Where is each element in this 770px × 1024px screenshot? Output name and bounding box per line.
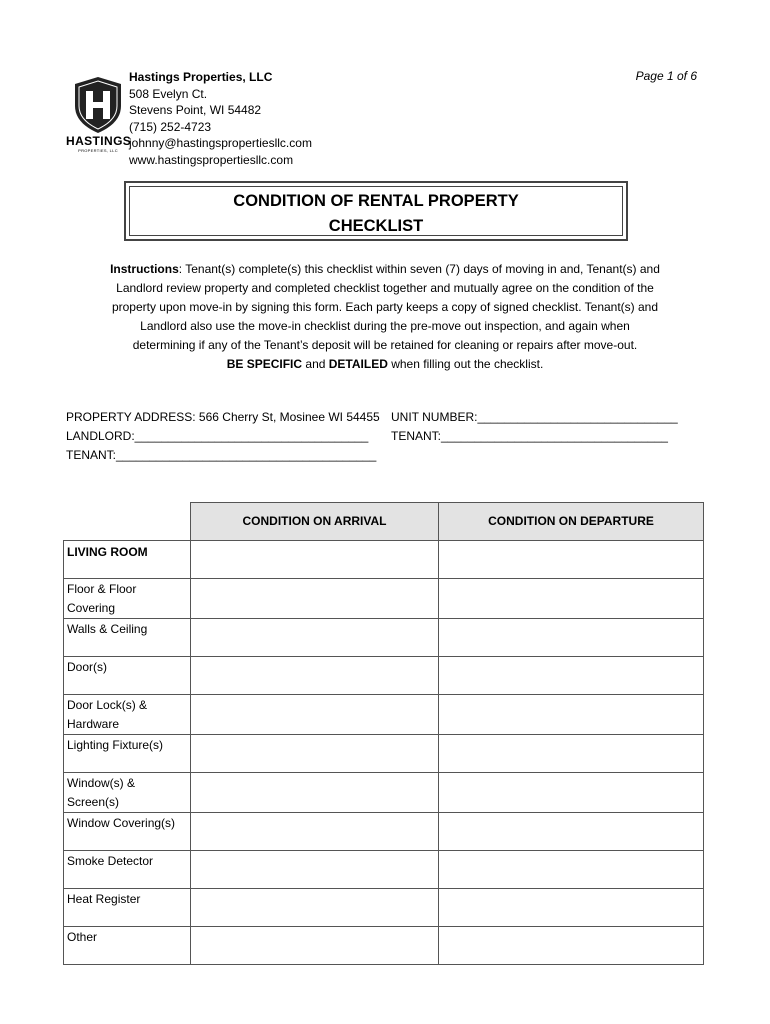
company-phone: (715) 252-4723 [129,119,212,134]
company-info [129,69,312,168]
row-label: Heat Register [64,889,191,927]
page-title: CONDITION OF RENTAL PROPERTY [233,192,519,210]
arrival-cell[interactable] [191,735,439,773]
arrival-cell[interactable] [191,657,439,695]
row-label: Smoke Detector [64,851,191,889]
company-street: 508 Evelyn Ct. [129,86,208,101]
arrival-cell[interactable] [191,889,439,927]
row-label: Floor & Floor Covering [64,579,191,619]
departure-cell[interactable] [439,541,704,579]
arrival-cell[interactable] [191,695,439,735]
row-label: Lighting Fixture(s) [64,735,191,773]
property-address: PROPERTY ADDRESS: 566 Cherry St, Mosinee WI 54455 [66,410,380,424]
row-label: Window Covering(s) [64,813,191,851]
col-header-arrival: CONDITION ON ARRIVAL [191,503,439,541]
unit-number-field[interactable]: UNIT NUMBER:______________________________ [391,410,678,424]
shield-h-icon [66,76,130,134]
arrival-cell[interactable] [191,579,439,619]
company-name: Hastings Properties, LLC [129,70,273,84]
departure-cell[interactable] [439,579,704,619]
condition-checklist-table [63,502,704,965]
arrival-cell[interactable] [191,813,439,851]
company-logo [66,76,130,156]
arrival-cell[interactable] [191,541,439,579]
empty-corner-cell [64,503,191,541]
arrival-cell[interactable] [191,619,439,657]
row-label: Door(s) [64,657,191,695]
departure-cell[interactable] [439,773,704,813]
arrival-cell[interactable] [191,927,439,965]
company-website: www.hastingspropertiesllc.com [129,152,294,167]
tenant-field-right[interactable]: TENANT:__________________________________ [391,429,668,443]
departure-cell[interactable] [439,735,704,773]
section-living-room: LIVING ROOM [64,541,191,579]
row-label: Walls & Ceiling [64,619,191,657]
company-email: johnny@hastingspropertiesllc.com [129,136,312,150]
tenant-field-left[interactable]: TENANT:_______________________________________ [66,448,377,462]
row-label: Window(s) & Screen(s) [64,773,191,813]
instructions-text: : Tenant(s) complete(s) this checklist within seven (7) days of moving in and, Tenant(s) and Landlord review property and completed checklist together and mutually agree on the condition of the property upon move-in by signing this form. Each party keeps a copy of signed checklist. Tenant(s) and Landlord also use the move-in checklist during the pre-move out inspection, and again when determining if any of the Tenant’s deposit will be retained for cleaning or repairs after move-out. [111,262,660,352]
arrival-cell[interactable] [191,773,439,813]
detailed: DETAILED [328,357,388,371]
row-label: Door Lock(s) & Hardware [64,695,191,735]
title-box [124,181,628,241]
instructions-label: Instructions [110,262,179,276]
logo-wordmark: HASTINGS [66,134,132,148]
departure-cell[interactable] [439,619,704,657]
departure-cell[interactable] [439,657,704,695]
departure-cell[interactable] [439,695,704,735]
departure-cell[interactable] [439,851,704,889]
page-number: Page 1 of 6 [635,69,697,83]
landlord-field[interactable]: LANDLORD:___________________________________ [66,429,369,443]
departure-cell[interactable] [439,813,704,851]
instructions [110,260,660,374]
instructions-text-end: when filling out the checklist. [387,357,544,371]
be-specific: BE SPECIFIC [226,357,303,371]
arrival-cell[interactable] [191,851,439,889]
departure-cell[interactable] [439,927,704,965]
departure-cell[interactable] [439,889,704,927]
logo-subtitle: PROPERTIES, LLC [78,148,118,153]
col-header-departure: CONDITION ON DEPARTURE [439,503,704,541]
row-label: Other [64,927,191,965]
instructions-and: and [302,357,329,371]
company-city: Stevens Point, WI 54482 [129,103,262,117]
page-subtitle: CHECKLIST [328,217,424,235]
